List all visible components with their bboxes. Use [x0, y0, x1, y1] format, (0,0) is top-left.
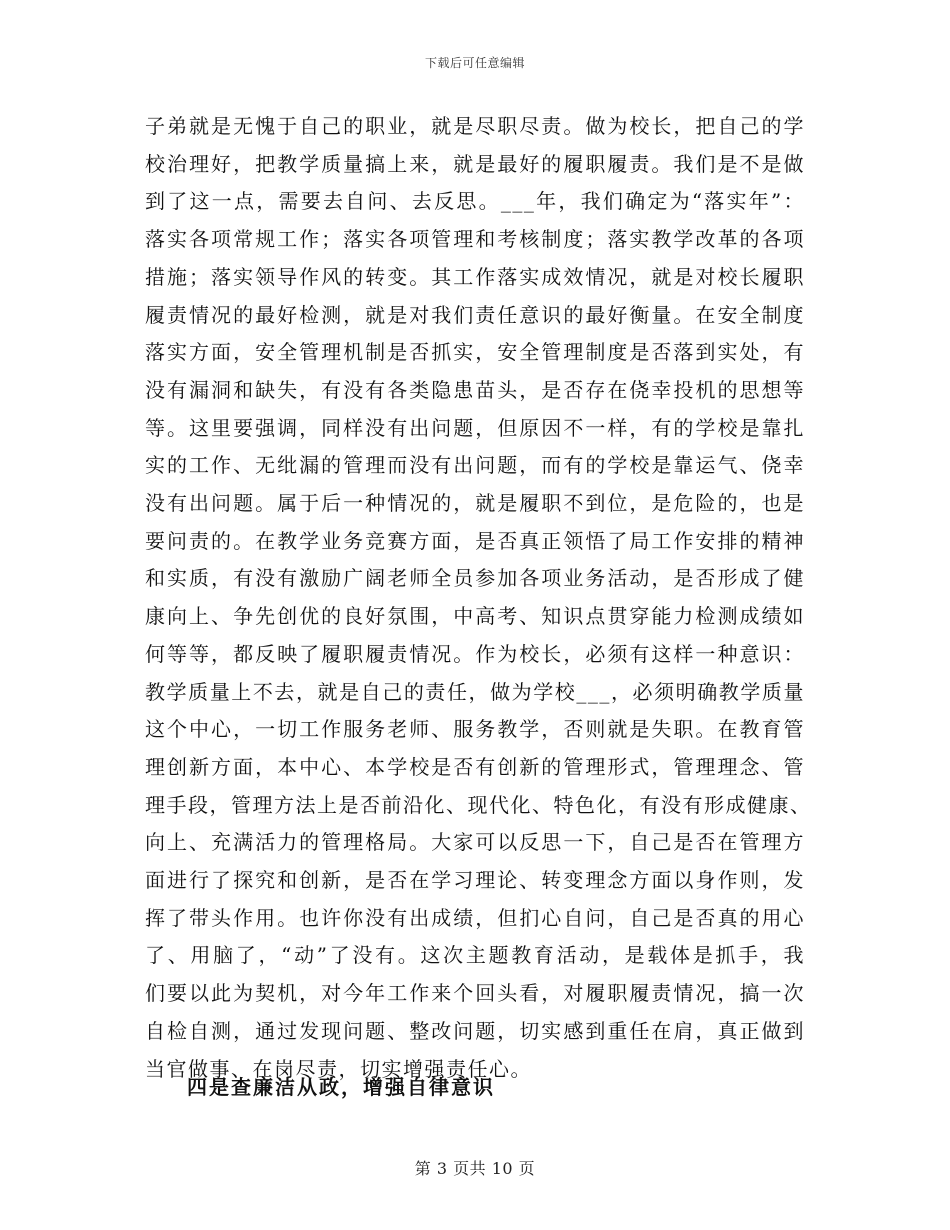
- paragraph-line: 措施；落实领导作风的转变。其工作落实成效情况，就是对校长履职: [145, 264, 805, 289]
- paragraph-line: 这个中心，一切工作服务老师、服务教学，否则就是失职。在教育管: [145, 717, 805, 742]
- paragraph-line: 落实方面，安全管理机制是否抓实，安全管理制度是否落到实处，有: [145, 340, 805, 365]
- paragraph-line: 向上、充满活力的管理格局。大家可以反思一下，自己是否在管理方: [145, 830, 805, 855]
- paragraph-line: 等。这里要强调，同样没有出问题，但原因不一样，有的学校是靠扎: [145, 415, 805, 440]
- paragraph-line: 履责情况的最好检测，就是对我们责任意识的最好衡量。在安全制度: [145, 302, 805, 327]
- paragraph-line: 和实质，有没有激励广阔老师全员参加各项业务活动，是否形成了健: [145, 566, 805, 591]
- paragraph-line: 了、用脑了，“动”了没有。这次主题教育活动，是载体是抓手，我: [145, 943, 805, 968]
- body-paragraph: [145, 108, 812, 1088]
- paragraph-line: 教学质量上不去，就是自己的责任，做为学校___，必须明确教学质量: [145, 679, 805, 704]
- paragraph-line: 要问责的。在教学业务竞赛方面，是否真正领悟了局工作安排的精神: [145, 528, 805, 553]
- paragraph-line: 当官做事、在岗尽责，切实增强责任心。: [145, 1056, 532, 1081]
- paragraph-line: 康向上、争先创优的良好氛围，中高考、知识点贯穿能力检测成绩如: [145, 604, 805, 629]
- paragraph-line: 挥了带头作用。也许你没有出成绩，但扪心自问，自己是否真的用心: [145, 905, 805, 930]
- section-heading: 四是查廉洁从政，增强自律意识: [187, 1075, 495, 1099]
- page-footer: 第 3 页共 10 页: [414, 1159, 536, 1178]
- paragraph-line: 实的工作、无纰漏的管理而没有出问题，而有的学校是靠运气、侥幸: [145, 453, 805, 478]
- paragraph-line: 自检自测，通过发现问题、整改问题，切实感到重任在肩，真正做到: [145, 1018, 805, 1043]
- paragraph-line: 子弟就是无愧于自己的职业，就是尽职尽责。做为校长，把自己的学: [145, 114, 805, 138]
- paragraph-line: 落实各项常规工作；落实各项管理和考核制度；落实教学改革的各项: [145, 227, 805, 252]
- paragraph-line: 没有漏洞和缺失，有没有各类隐患苗头，是否存在侥幸投机的思想等: [145, 377, 805, 402]
- paragraph-line: 校治理好，把教学质量搞上来，就是最好的履职履责。我们是不是做: [145, 151, 805, 176]
- paragraph-line: 们要以此为契机，对今年工作来个回头看，对履职履责情况，搞一次: [145, 981, 805, 1006]
- paragraph-line: 理创新方面，本中心、本学校是否有创新的管理形式，管理理念、管: [145, 754, 805, 779]
- page-header-note: 下载后可任意编辑: [424, 56, 525, 70]
- paragraph-line: 到了这一点，需要去自问、去反思。___年，我们确定为“落实年”：: [145, 189, 805, 214]
- paragraph-line: 面进行了探究和创新，是否在学习理论、转变理念方面以身作则，发: [145, 868, 805, 893]
- paragraph-line: 理手段，管理方法上是否前沿化、现代化、特色化，有没有形成健康、: [145, 792, 812, 817]
- paragraph-line: 何等等，都反映了履职履责情况。作为校长，必须有这样一种意识：: [145, 641, 805, 666]
- paragraph-line: 没有出问题。属于后一种情况的，就是履职不到位，是危险的，也是: [145, 491, 805, 516]
